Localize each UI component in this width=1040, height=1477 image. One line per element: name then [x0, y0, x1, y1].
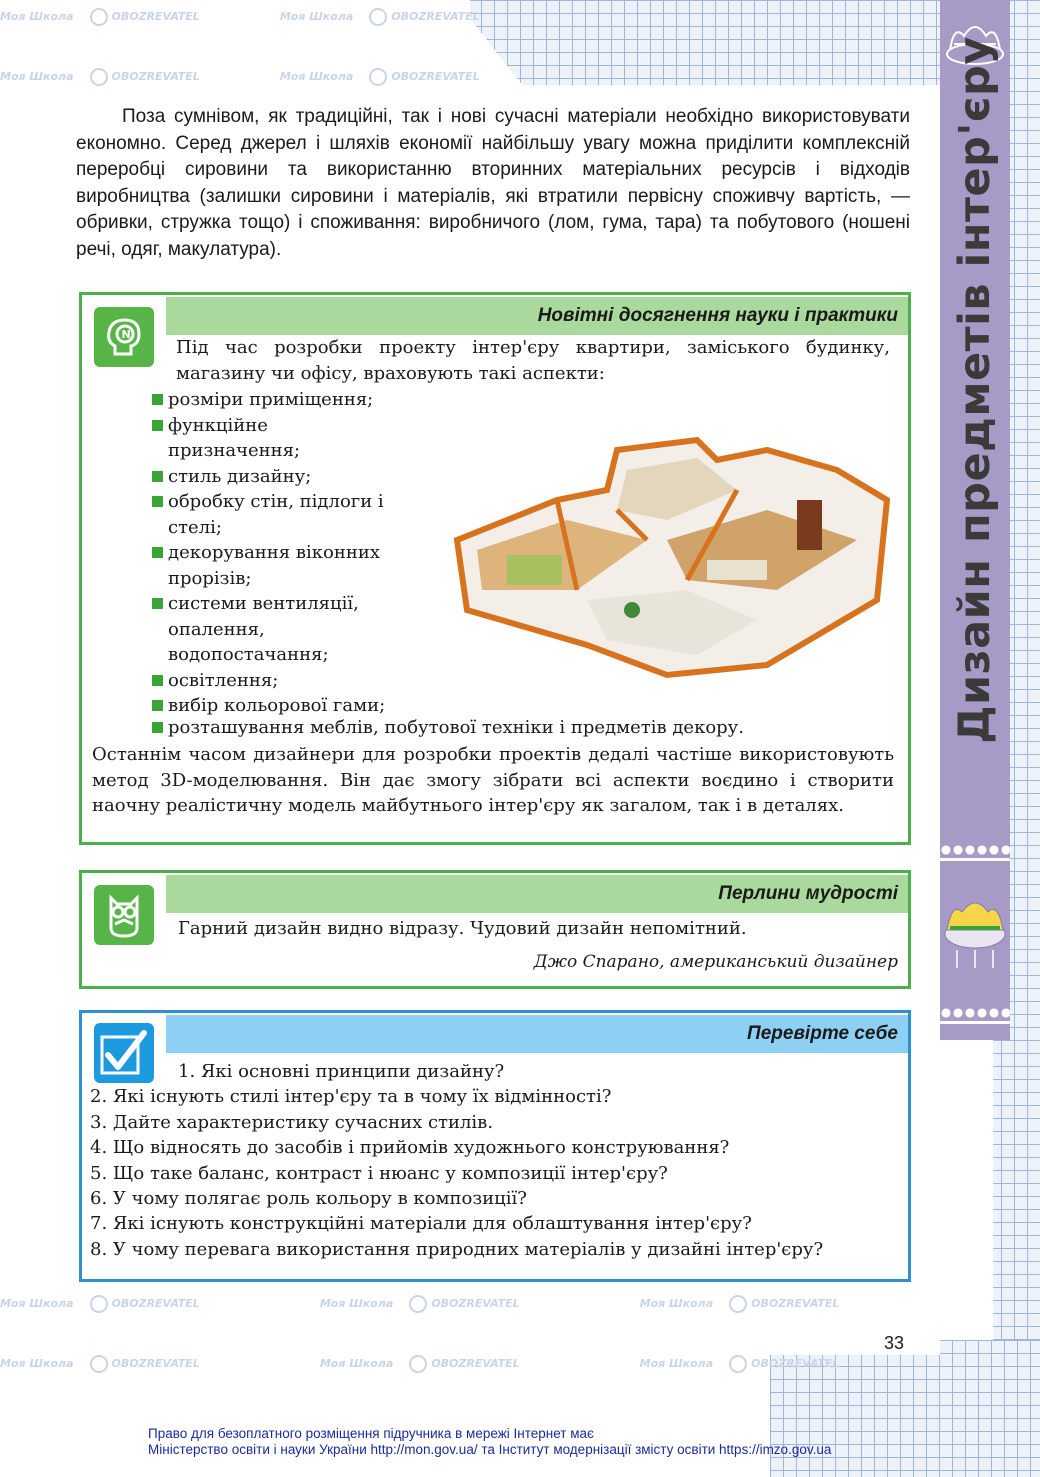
list-item: декорування віконних прорізів; — [152, 540, 418, 591]
list-item: розміри приміщення; — [152, 387, 412, 413]
list-item: 3. Дайте характеристику сучасних стилів. — [90, 1111, 494, 1133]
self-check-box — [79, 1010, 911, 1282]
wisdom-quote: Гарний дизайн видно відразу. Чудовий дизайн непомітний. — [178, 918, 747, 939]
list-item: 7. Які існують конструкційні матеріали для облаштування інтер'єру? — [90, 1213, 752, 1235]
list-item: 8. У чому перевага використання природних матеріалів у дизайні інтер'єру? — [90, 1238, 824, 1260]
science-box-title: Новітні досягнення науки і практики — [166, 297, 908, 335]
list-item: функційне призначення; — [152, 413, 318, 464]
quote-author: Джо Спарано, американський дизайнер — [533, 952, 898, 972]
intro-paragraph: Поза сумнівом, як традиційні, так і нові сучасні матеріали необхідно використовувати економно. Серед джерел і шляхів економії найбільшу увагу можна приділити комплексній переробці сировини та використанню вторинних матеріальних ресурсів і відходів виробництва (залишки сировини і матеріалів, які втратили первісну споживчу вартість, — обривки, стружка тощо) і споживання: виробничого (лом, гума, тара) та побутового (ношені речі, одяг, макулатура). — [76, 106, 910, 260]
list-item: розташування меблів, побутової техніки і предметів декору. — [152, 715, 898, 741]
science-achievements-box — [79, 292, 911, 845]
list-item: 1. Які основні принципи дизайну? — [178, 1061, 505, 1082]
self-check-title: Перевірте себе — [166, 1015, 908, 1053]
list-item: 4. Що відносять до засобів і прийомів художнього конструювання? — [90, 1137, 730, 1159]
owl-icon — [101, 890, 147, 940]
house-3d-model-image — [437, 430, 897, 680]
list-item: 6. У чому полягає роль кольору в композиції? — [90, 1188, 527, 1210]
list-item: 2. Які існують стилі інтер'єру та в чому їх відмінності? — [90, 1086, 612, 1108]
list-item: 5. Що таке баланс, контраст і нюанс у композиції інтер'єру? — [90, 1162, 668, 1184]
head-gear-icon — [101, 314, 147, 360]
cake-decoration-icon — [942, 880, 1008, 970]
svg-text:N: N — [121, 328, 131, 341]
side-chapter-title: Дизайн предметів інтер'єру — [950, 36, 1000, 744]
aspects-list — [152, 387, 412, 719]
list-item: вибір кольорової гами; — [152, 693, 412, 719]
footer-line: Право для безоплатного розміщення підручника в мережі Інтернет має — [148, 1426, 594, 1441]
wisdom-tile — [94, 885, 154, 945]
science-tile — [94, 307, 154, 367]
questions-list — [90, 1059, 900, 1262]
page-number: 33 — [884, 1333, 905, 1353]
footer-line: Міністерство освіти і науки України http://mon.gov.ua/ та Інститут модернізації змісту освіти https://imzo.gov.ua — [148, 1442, 832, 1457]
list-item: обробку стін, підлоги і стелі; — [152, 489, 408, 540]
list-item: системи вентиляції, опалення, водопостачання; — [152, 591, 398, 668]
list-item: освітлення; — [152, 668, 412, 694]
wisdom-box-title: Перлини мудрості — [166, 875, 908, 913]
science-outro: Останнім часом дизайнери для розробки проектів дедалі частіше використовують метод 3D-моделювання. Він дає змогу зібрати всі аспекти воєдино і створити наочну реалістичну модель майбутнього інтер'єру як загалом, так і в деталях. — [92, 744, 894, 816]
footer-notice — [148, 1426, 908, 1458]
wisdom-box — [79, 870, 911, 989]
list-item: стиль дизайну; — [152, 464, 412, 490]
science-intro: Під час розробки проекту інтер'єру квартири, заміського будинку, магазину чи офісу, враховують такі аспекти: — [176, 337, 890, 384]
